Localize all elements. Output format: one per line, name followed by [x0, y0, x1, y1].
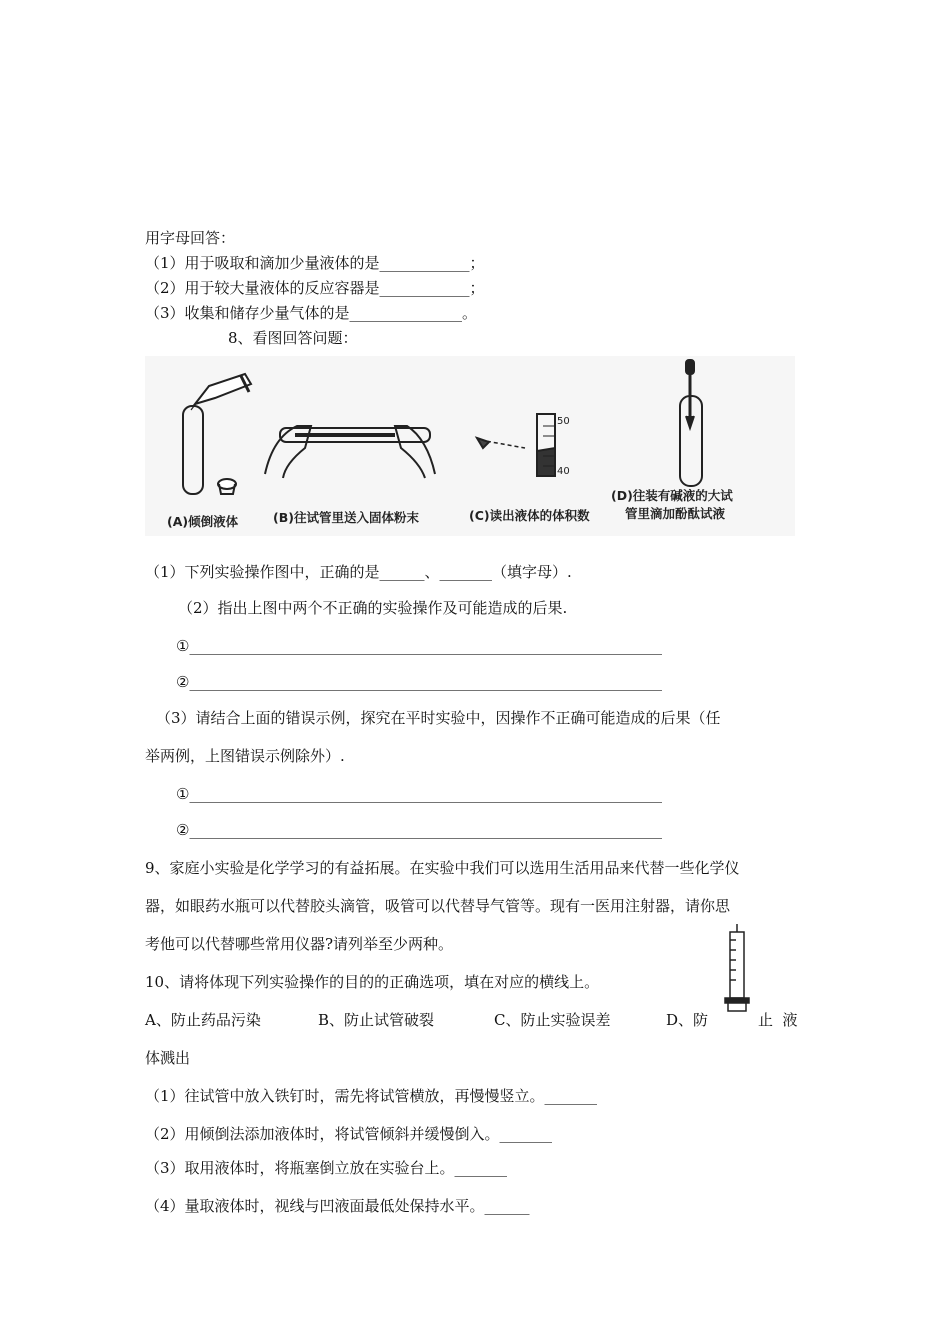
q8-sub2: （2）指出上图中两个不正确的实验操作及可能造成的后果.: [178, 599, 568, 617]
q7-item-2: （2）用于较大量液体的反应容器是____________；: [145, 279, 485, 297]
q9-line-3: 考他可以代替哪些常用仪器?请列举至少两种。: [145, 935, 454, 953]
q8-sub2-answer-1: ①_______________________________________________________________: [176, 637, 662, 655]
q8-title: 8、看图回答问题：: [228, 329, 358, 347]
q8-sub1: （1）下列实验操作图中，正确的是______、_______（填字母）.: [145, 563, 572, 581]
q7-item-1: （1）用于吸取和滴加少量液体的是____________；: [145, 254, 485, 272]
q10-item-4: （4）量取液体时，视线与凹液面最低处保持水平。______: [145, 1197, 530, 1215]
q10-option-a: A、防止药品污染: [145, 1011, 261, 1029]
q10-item-2: （2）用倾倒法添加液体时，将试管倾斜并缓慢倒入。_______: [145, 1125, 553, 1143]
figure-label-d1: (D)往装有碱液的大试: [611, 488, 733, 503]
cylinder-mark-50: 50: [557, 416, 570, 427]
q8-sub3-line-1: （3）请结合上面的错误示例，探究在平时实验中，因操作不正确可能造成的后果（任: [156, 709, 721, 727]
q10-option-d-part1: D、防: [666, 1011, 709, 1029]
q8-sub3-answer-1: ①_______________________________________________________________: [176, 785, 662, 803]
q8-sub3-answer-2: ②_______________________________________________________________: [176, 821, 662, 839]
q10-option-d-part2: 止 液: [758, 1011, 798, 1029]
q10-option-c: C、防止实验误差: [494, 1011, 611, 1029]
cylinder-mark-40: 40: [557, 466, 570, 477]
figure-label-a: (A)倾倒液体: [167, 514, 239, 529]
figure-label-b: (B)往试管里送入固体粉末: [273, 510, 419, 525]
figure-label-c: (C)读出液体的体积数: [469, 508, 590, 523]
q8-sub2-answer-2: ②_______________________________________________________________: [176, 673, 662, 691]
intro-line: 用字母回答：: [145, 229, 236, 247]
q10-item-3: （3）取用液体时，将瓶塞倒立放在实验台上。_______: [145, 1159, 508, 1177]
q9-line-2: 器，如眼药水瓶可以代替胶头滴管，吸管可以代替导气管等。现有一医用注射器，请你思: [145, 897, 731, 915]
q10-option-b: B、防止试管破裂: [318, 1011, 435, 1029]
figure-label-d2: 管里滴加酚酞试液: [625, 506, 726, 521]
q7-item-3: （3）收集和储存少量气体的是_______________。: [145, 304, 478, 322]
q10-title: 10、请将体现下列实验操作的目的的正确选项，填在对应的横线上。: [145, 973, 600, 991]
q9-line-1: 9、家庭小实验是化学学习的有益拓展。在实验中我们可以选用生活用品来代替一些化学仪: [145, 859, 740, 877]
q10-item-1: （1）往试管中放入铁钉时，需先将试管横放，再慢慢竖立。_______: [145, 1087, 598, 1105]
syringe-image: [722, 924, 752, 1012]
q8-sub3-line-2: 举两例，上图错误示例除外）.: [145, 747, 345, 765]
q10-option-d-part3: 体溅出: [145, 1049, 191, 1067]
experiment-figure: [145, 356, 795, 536]
